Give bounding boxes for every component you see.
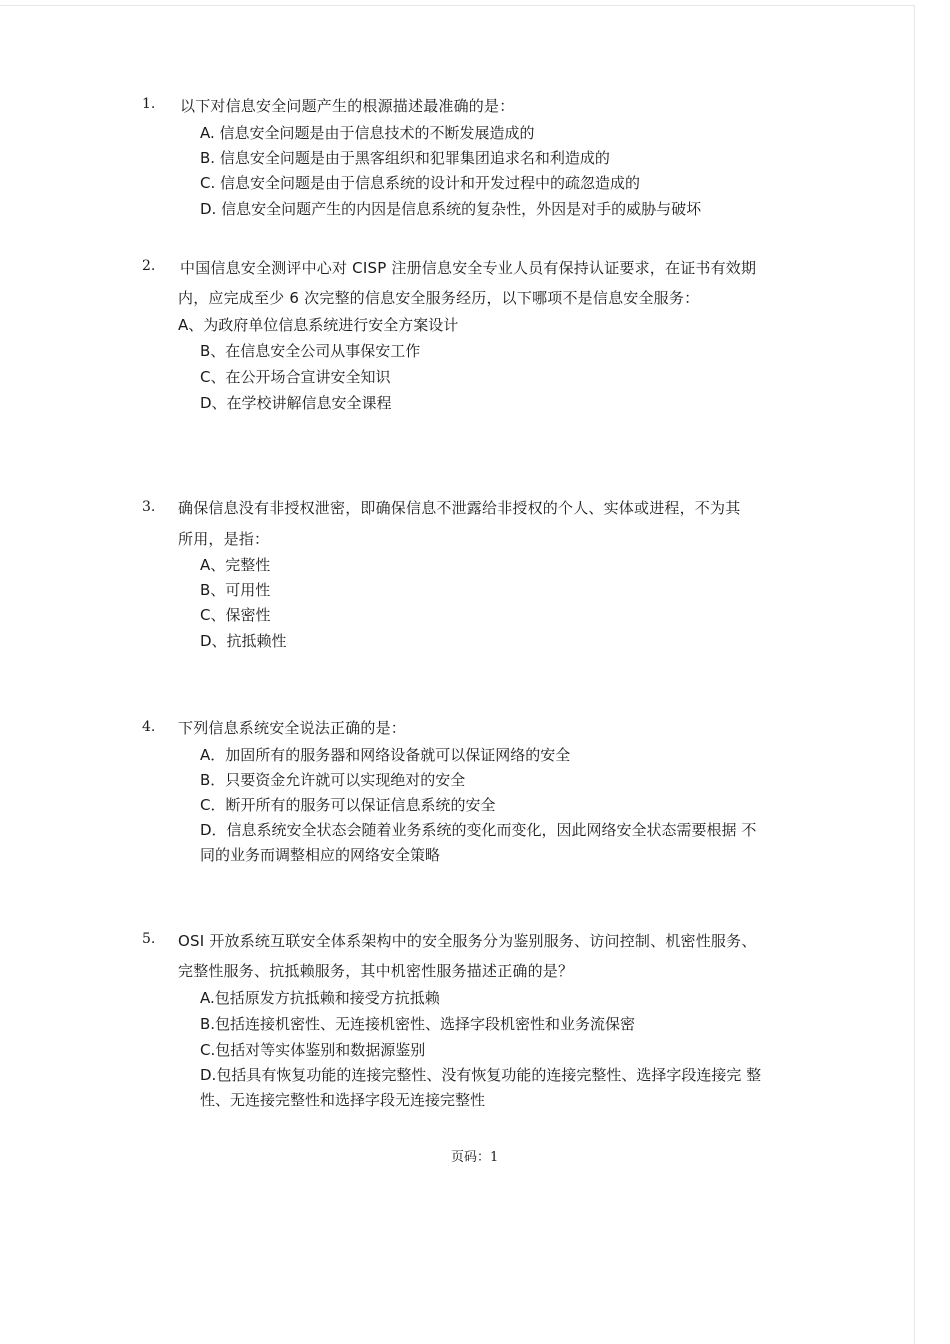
question-number: 1. bbox=[142, 96, 156, 112]
question-stem-line-2: 完整性服务、抗抵赖服务，其中机密性服务描述正确的是？ bbox=[178, 962, 574, 980]
question-stem-line-1: 确保信息没有非授权泄密，即确保信息不泄露给非授权的个人、实体或进程，不为其 bbox=[178, 499, 741, 517]
option-a: A．加固所有的服务器和网络设备就可以保证网络的安全 bbox=[200, 746, 571, 764]
question-stem: 下列信息系统安全说法正确的是： bbox=[178, 719, 407, 737]
question-number: 2. bbox=[142, 258, 156, 274]
option-d-line-2: 性、无连接完整性和选择字段无连接完整性 bbox=[200, 1091, 486, 1109]
option-b: B. 信息安全问题是由于黑客组织和犯罪集团追求名和利造成的 bbox=[200, 149, 610, 167]
option-d: D. 信息安全问题产生的内因是信息系统的复杂性，外因是对手的威胁与破坏 bbox=[200, 200, 702, 218]
question-stem-line-2: 内，应完成至少 6 次完整的信息安全服务经历，以下哪项不是信息安全服务： bbox=[178, 289, 700, 307]
question-number: 4. bbox=[142, 719, 156, 735]
option-c: C、保密性 bbox=[200, 606, 271, 624]
option-c: C．断开所有的服务可以保证信息系统的安全 bbox=[200, 796, 496, 814]
option-d-line-2: 同的业务而调整相应的网络安全策略 bbox=[200, 846, 441, 864]
question-number: 5. bbox=[142, 931, 156, 947]
option-a: A、为政府单位信息系统进行安全方案设计 bbox=[178, 316, 459, 334]
option-b: B、在信息安全公司从事保安工作 bbox=[200, 342, 421, 360]
question-stem-line-1: OSI 开放系统互联安全体系架构中的安全服务分为鉴别服务、访问控制、机密性服务、 bbox=[178, 932, 757, 950]
question-stem-line-1: 中国信息安全测评中心对 CISP 注册信息安全专业人员有保持认证要求，在证书有效期 bbox=[180, 259, 757, 277]
question-stem: 以下对信息安全问题产生的根源描述最准确的是： bbox=[180, 97, 515, 115]
option-a: A.包括原发方抗抵赖和接受方抗抵赖 bbox=[200, 989, 440, 1007]
option-c: C、在公开场合宣讲安全知识 bbox=[200, 368, 391, 386]
option-d-line-1: D.包括具有恢复功能的连接完整性、没有恢复功能的连接完整性、选择字段连接完 整 bbox=[200, 1066, 762, 1084]
option-b: B.包括连接机密性、无连接机密性、选择字段机密性和业务流保密 bbox=[200, 1015, 636, 1033]
question-number: 3. bbox=[142, 499, 156, 515]
option-a: A、完整性 bbox=[200, 556, 271, 574]
option-c: C.包括对等实体鉴别和数据源鉴别 bbox=[200, 1041, 426, 1059]
option-d: D、抗抵赖性 bbox=[200, 632, 287, 650]
option-c: C. 信息安全问题是由于信息系统的设计和开发过程中的疏忽造成的 bbox=[200, 174, 641, 192]
option-d-line-1: D．信息系统安全状态会随着业务系统的变化而变化，因此网络安全状态需要根据 不 bbox=[200, 821, 757, 839]
question-stem-line-2: 所用，是指： bbox=[178, 530, 270, 548]
option-b: B、可用性 bbox=[200, 581, 271, 599]
option-b: B．只要资金允许就可以实现绝对的安全 bbox=[200, 771, 466, 789]
document-page bbox=[0, 5, 915, 1344]
page-number: 页码：1 bbox=[451, 1150, 499, 1165]
option-d: D、在学校讲解信息安全课程 bbox=[200, 394, 392, 412]
option-a: A. 信息安全问题是由于信息技术的不断发展造成的 bbox=[200, 124, 535, 142]
